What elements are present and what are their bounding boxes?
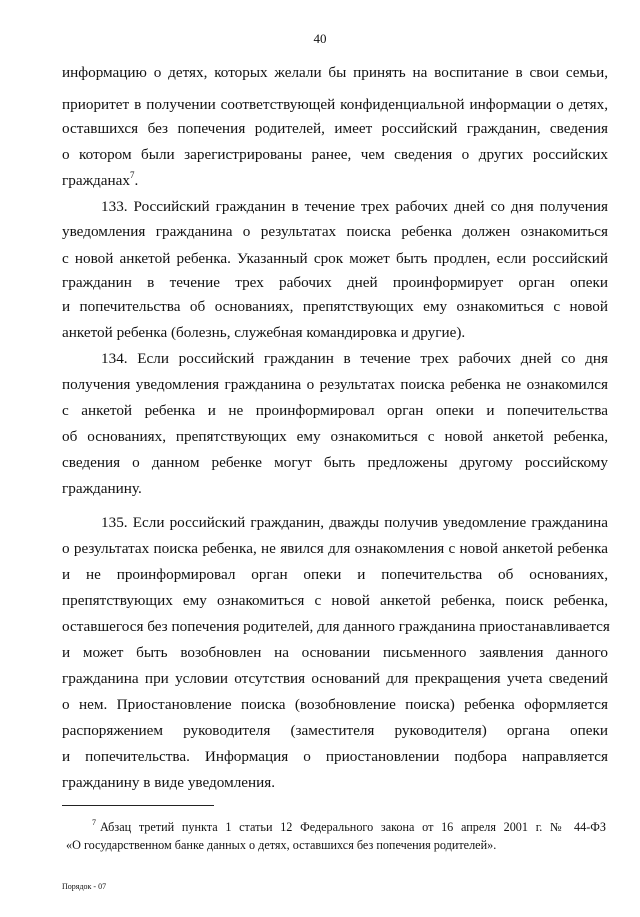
line-text: получения уведомления гражданина о результатах поиска ребенка не ознакомился bbox=[62, 376, 608, 393]
line-text: и попечительства. Информация о приостановлении подбора направляется bbox=[62, 748, 608, 765]
line-text: информацию о детях, которых желали бы принять на воспитание в свои семьи, bbox=[62, 64, 608, 81]
footnote-reference: 7 bbox=[130, 170, 135, 180]
text-line bbox=[62, 297, 608, 317]
text-line bbox=[62, 63, 608, 83]
line-text: приоритет в получении соответствующей конфиденциальной информации о детях, bbox=[62, 96, 608, 113]
text-line bbox=[101, 513, 608, 533]
text-line bbox=[62, 617, 608, 637]
footnote-line bbox=[66, 836, 606, 854]
line-text: и не проинформировал орган опеки и попечительства об основаниях, bbox=[62, 566, 608, 583]
text-line bbox=[101, 349, 608, 369]
footnote-separator bbox=[62, 805, 214, 806]
line-text: анкетой ребенка (болезнь, служебная командировка и другие). bbox=[62, 324, 466, 341]
text-line bbox=[62, 401, 608, 421]
line-text: с новой анкетой ребенка. Указанный срок может быть продлен, если российский bbox=[62, 250, 608, 267]
footnote-marker: 7 bbox=[92, 818, 96, 827]
text-line bbox=[62, 539, 608, 559]
text-line bbox=[101, 197, 608, 217]
document-footer: Порядок - 07 bbox=[62, 882, 107, 891]
line-text: гражданин в течение трех рабочих дней проинформирует орган опеки bbox=[62, 274, 608, 291]
text-line bbox=[62, 695, 608, 715]
line-text: оставшихся без попечения родителей, имеет российский гражданин, сведения bbox=[62, 120, 608, 137]
line-punctuation: . bbox=[134, 172, 139, 189]
text-line bbox=[62, 273, 608, 293]
text-line bbox=[62, 171, 608, 191]
text-line bbox=[62, 773, 608, 793]
line-text: о результатах поиска ребенка, не явился для ознакомления с новой анкетой ребенка bbox=[62, 540, 608, 557]
text-line bbox=[62, 222, 608, 242]
text-line bbox=[62, 747, 608, 767]
text-line bbox=[62, 721, 608, 741]
line-text: гражданину в виде уведомления. bbox=[62, 774, 276, 791]
line-text: о нем. Приостановление поиска (возобновление поиска) ребенка оформляется bbox=[62, 696, 608, 713]
line-text: распоряжением руководителя (заместителя руководителя) органа опеки bbox=[62, 722, 608, 739]
line-text: сведения о данном ребенке могут быть предложены другому российскому bbox=[62, 454, 608, 471]
text-line bbox=[62, 323, 608, 343]
line-text: о котором были зарегистрированы ранее, чем сведения о других российских bbox=[62, 146, 608, 163]
line-text: гражданах bbox=[62, 172, 130, 189]
line-text: оставшегося без попечения родителей, для данного гражданина приостанавливается bbox=[62, 618, 610, 635]
text-line bbox=[62, 375, 608, 395]
footnote-line bbox=[92, 818, 606, 836]
text-line bbox=[62, 643, 608, 663]
text-line bbox=[62, 453, 608, 473]
line-text: с анкетой ребенка и не проинформировал орган опеки и попечительства bbox=[62, 402, 608, 419]
line-text: и может быть возобновлен на основании письменного заявления данного bbox=[62, 644, 608, 661]
text-line bbox=[62, 427, 608, 447]
text-line bbox=[62, 669, 608, 689]
text-line bbox=[62, 145, 608, 165]
line-text: уведомления гражданина о результатах поиска ребенка должен ознакомиться bbox=[62, 223, 608, 240]
text-line bbox=[62, 565, 608, 585]
text-line bbox=[62, 119, 608, 139]
page-number: 40 bbox=[313, 31, 327, 46]
line-text: и попечительства об основаниях, препятствующих ему ознакомиться с новой bbox=[62, 298, 608, 315]
line-text: 135. Если российский гражданин, дважды получив уведомление гражданина bbox=[101, 514, 608, 531]
line-text: 133. Российский гражданин в течение трех рабочих дней со дня получения bbox=[101, 198, 608, 215]
text-line bbox=[62, 591, 608, 611]
line-text: 134. Если российский гражданин в течение трех рабочих дней со дня bbox=[101, 350, 608, 367]
text-line bbox=[62, 95, 608, 115]
line-text: гражданина при условии отсутствия оснований для прекращения учета сведений bbox=[62, 670, 608, 687]
line-text: гражданину. bbox=[62, 480, 142, 497]
text-line bbox=[62, 479, 608, 499]
text-line bbox=[62, 249, 608, 269]
footnote-text: «О государственном банке данных о детях, оставшихся без попечения родителей». bbox=[66, 838, 497, 852]
footnote-text: Абзац третий пункта 1 статьи 12 Федерального закона от 16 апреля 2001 г. № 44-ФЗ bbox=[100, 820, 606, 834]
line-text: препятствующих ему ознакомиться с новой анкетой ребенка, поиск ребенка, bbox=[62, 592, 608, 609]
line-text: об основаниях, препятствующих ему ознакомиться с новой анкетой ребенка, bbox=[62, 428, 608, 445]
